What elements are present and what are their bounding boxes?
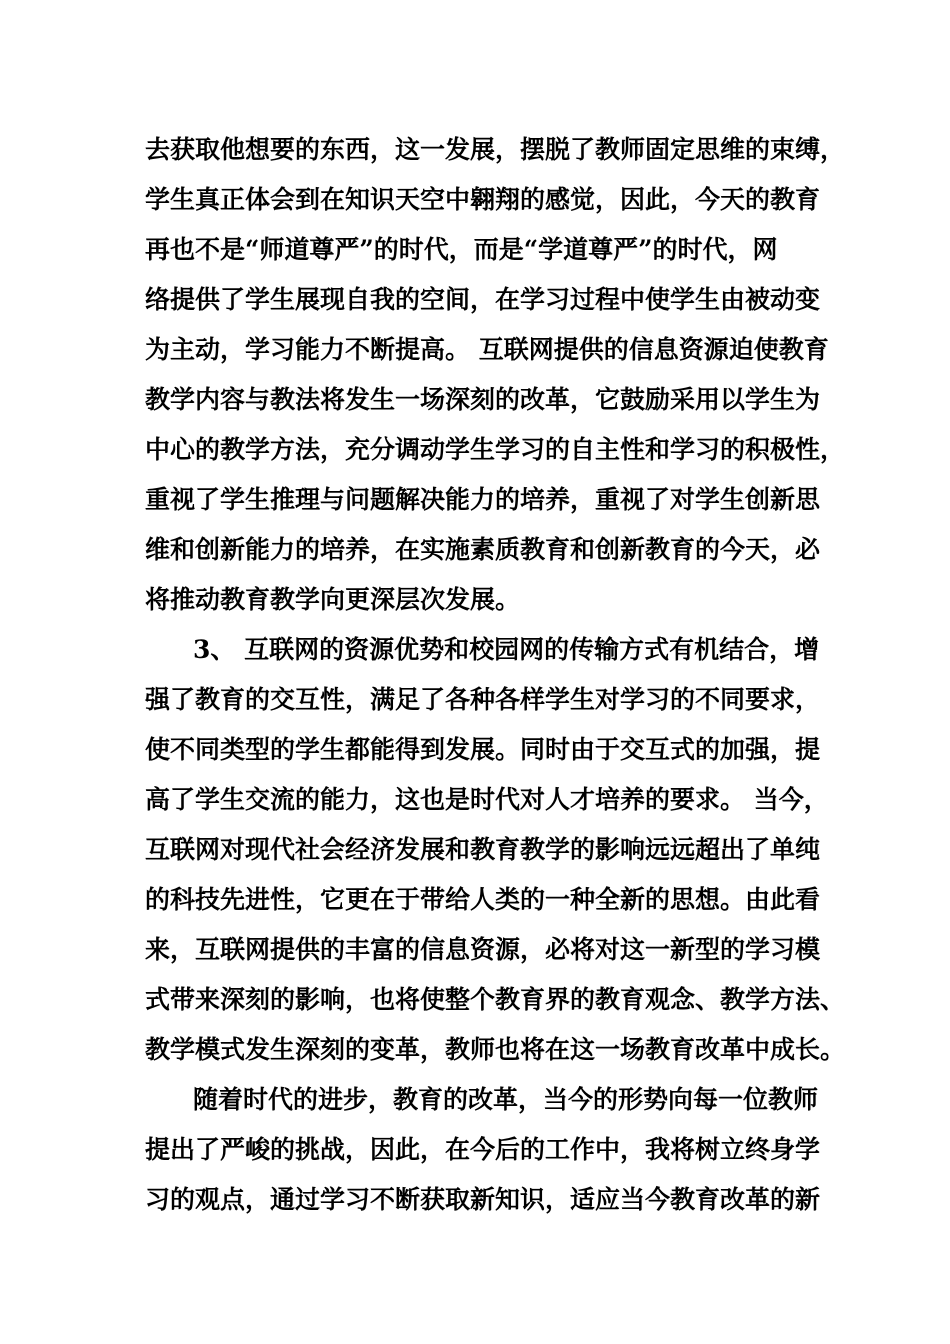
- text-line: 重视了学生推理与问题解决能力的培养，重视了对学生创新思: [145, 485, 821, 514]
- text-line: 强了教育的交互性，满足了各种各样学生对学习的不同要求，: [145, 685, 821, 714]
- text-line: 中心的教学方法，充分调动学生学习的自主性和学习的积极性，: [145, 435, 846, 464]
- text-line: 将推动教育教学向更深层次发展。: [145, 585, 521, 614]
- text-line: 互联网对现代社会经济发展和教育教学的影响远远超出了单纯: [145, 835, 821, 864]
- text-line: 习的观点，通过学习不断获取新知识，适应当今教育改革的新: [145, 1185, 821, 1214]
- text-line: 随着时代的进步，教育的改革，当今的形势向每一位教师: [193, 1085, 819, 1114]
- text-line: 为主动，学习能力不断提高。 互联网提供的信息资源迫使教育: [145, 335, 829, 364]
- text-line: 学生真正体会到在知识天空中翱翔的感觉，因此，今天的教育: [145, 185, 821, 214]
- text-line: 来，互联网提供的丰富的信息资源，必将对这一新型的学习模: [145, 935, 821, 964]
- text-line: 教学内容与教法将发生一场深刻的改革，它鼓励采用以学生为: [145, 385, 821, 414]
- text-line: 使不同类型的学生都能得到发展。同时由于交互式的加强，提: [145, 735, 821, 764]
- text-line: 高了学生交流的能力，这也是时代对人才培养的要求。 当今，: [145, 785, 829, 814]
- text-line: 维和创新能力的培养，在实施素质教育和创新教育的今天，必: [145, 535, 821, 564]
- text-line: 教学模式发生深刻的变革，教师也将在这一场教育改革中成长。: [145, 1035, 846, 1064]
- text-line: 提出了严峻的挑战，因此，在今后的工作中，我将树立终身学: [145, 1135, 821, 1164]
- text-line: 再也不是“师道尊严”的时代，而是“学道尊严”的时代，网: [145, 235, 778, 264]
- text-line: 3、 互联网的资源优势和校园网的传输方式有机结合，增: [193, 635, 820, 664]
- text-line: 络提供了学生展现自我的空间，在学习过程中使学生由被动变: [145, 285, 821, 314]
- text-line: 的科技先进性，它更在于带给人类的一种全新的思想。由此看: [145, 885, 821, 914]
- text-line: 去获取他想要的东西，这一发展，摆脱了教师固定思维的束缚，: [145, 135, 846, 164]
- text-line: 式带来深刻的影响，也将使整个教育界的教育观念、教学方法、: [145, 985, 846, 1014]
